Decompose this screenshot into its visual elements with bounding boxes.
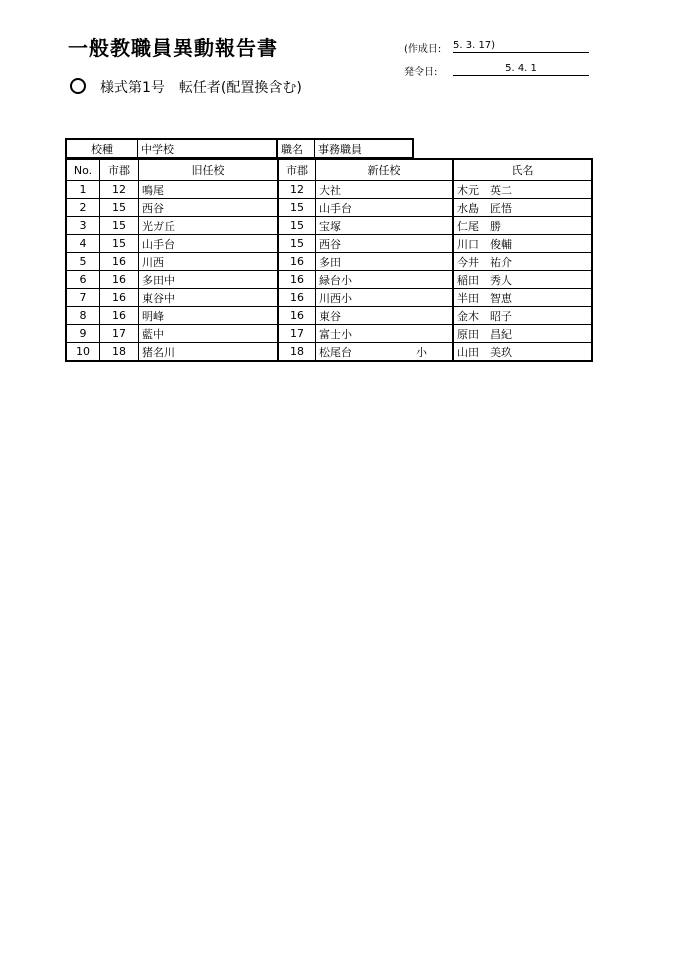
row-old-school: 西谷 (139, 199, 279, 217)
row-old-city: 16 (100, 289, 139, 307)
row-new-school: 緑台小 (316, 271, 454, 289)
row-new-city: 12 (278, 181, 316, 199)
row-old-city: 12 (100, 181, 139, 199)
row-old-city: 15 (100, 199, 139, 217)
row-old-school: 明峰 (139, 307, 279, 325)
table-row (66, 289, 592, 307)
created-date-label: (作成日: (404, 44, 442, 55)
row-old-school: 東谷中 (139, 289, 279, 307)
row-no: 4 (66, 235, 100, 253)
row-new-school: 大社 (316, 181, 454, 199)
school-type-value: 中学校 (138, 139, 278, 158)
row-old-city: 18 (100, 343, 139, 362)
form-subtitle (70, 77, 302, 97)
page-title: 一般教職員異動報告書 (68, 36, 278, 60)
row-new-school: 川西小 (316, 289, 454, 307)
row-name: 川口 俊輔 (453, 235, 592, 253)
row-new-city: 16 (278, 289, 316, 307)
row-name: 半田 智恵 (453, 289, 592, 307)
table-row (66, 217, 592, 235)
row-no: 1 (66, 181, 100, 199)
row-old-city: 17 (100, 325, 139, 343)
row-new-school-suffix: 小 (416, 345, 427, 359)
row-no: 6 (66, 271, 100, 289)
row-new-school: 西谷 (316, 235, 454, 253)
col-new-school: 新任校 (316, 159, 454, 181)
row-new-city: 15 (278, 217, 316, 235)
row-new-city: 15 (278, 199, 316, 217)
table-row (66, 235, 592, 253)
row-old-city: 16 (100, 253, 139, 271)
row-old-school: 山手台 (139, 235, 279, 253)
table-row (66, 253, 592, 271)
school-type-label: 校種 (66, 139, 138, 158)
row-new-city: 18 (278, 343, 316, 362)
row-new-school: 宝塚 (316, 217, 454, 235)
row-new-school: 多田 (316, 253, 454, 271)
table-row (66, 307, 592, 325)
table-row (66, 199, 592, 217)
row-new-school-name: 松尾台 (319, 345, 352, 359)
row-no: 8 (66, 307, 100, 325)
issued-date-label: 発令日: (404, 67, 438, 78)
row-new-school: 東谷 (316, 307, 454, 325)
row-name: 金木 昭子 (453, 307, 592, 325)
table-row (66, 325, 592, 343)
header-info-table (65, 138, 414, 158)
row-new-city: 16 (278, 271, 316, 289)
col-old-city: 市郡 (100, 159, 139, 181)
row-new-city: 17 (278, 325, 316, 343)
row-old-city: 16 (100, 271, 139, 289)
table-row (66, 271, 592, 289)
issued-date-value: 5. 4. 1 (453, 62, 589, 76)
row-no: 2 (66, 199, 100, 217)
row-no: 10 (66, 343, 100, 362)
table-row (66, 343, 592, 362)
table-header-row (66, 159, 592, 181)
row-name: 水島 匠悟 (453, 199, 592, 217)
row-old-school: 鳴尾 (139, 181, 279, 199)
row-new-school: 山手台 (316, 199, 454, 217)
row-no: 7 (66, 289, 100, 307)
job-title-label: 職名 (277, 139, 315, 158)
row-old-school: 藍中 (139, 325, 279, 343)
row-name: 木元 英二 (453, 181, 592, 199)
row-old-city: 15 (100, 217, 139, 235)
row-old-school: 猪名川 (139, 343, 279, 362)
row-name: 今井 祐介 (453, 253, 592, 271)
row-new-city: 16 (278, 253, 316, 271)
row-new-school: 富士小 (316, 325, 454, 343)
subtitle-text: 様式第1号 転任者(配置換含む) (100, 80, 302, 96)
row-old-school: 多田中 (139, 271, 279, 289)
row-old-school: 光ガ丘 (139, 217, 279, 235)
row-name: 稲田 秀人 (453, 271, 592, 289)
col-no: No. (66, 159, 100, 181)
row-new-city: 16 (278, 307, 316, 325)
row-old-city: 16 (100, 307, 139, 325)
col-new-city: 市郡 (278, 159, 316, 181)
row-no: 9 (66, 325, 100, 343)
row-name: 原田 昌紀 (453, 325, 592, 343)
row-name: 仁尾 勝 (453, 217, 592, 235)
col-old-school: 旧任校 (139, 159, 279, 181)
row-new-school (316, 343, 454, 362)
job-title-value: 事務職員 (315, 139, 414, 158)
row-no: 5 (66, 253, 100, 271)
transfer-table (65, 158, 593, 362)
table-row (66, 181, 592, 199)
created-date-value: 5. 3. 17) (453, 39, 589, 53)
row-new-city: 15 (278, 235, 316, 253)
circle-mark-icon (70, 78, 86, 94)
row-old-school: 川西 (139, 253, 279, 271)
col-name: 氏名 (453, 159, 592, 181)
row-no: 3 (66, 217, 100, 235)
row-old-city: 15 (100, 235, 139, 253)
row-name: 山田 美玖 (453, 343, 592, 362)
